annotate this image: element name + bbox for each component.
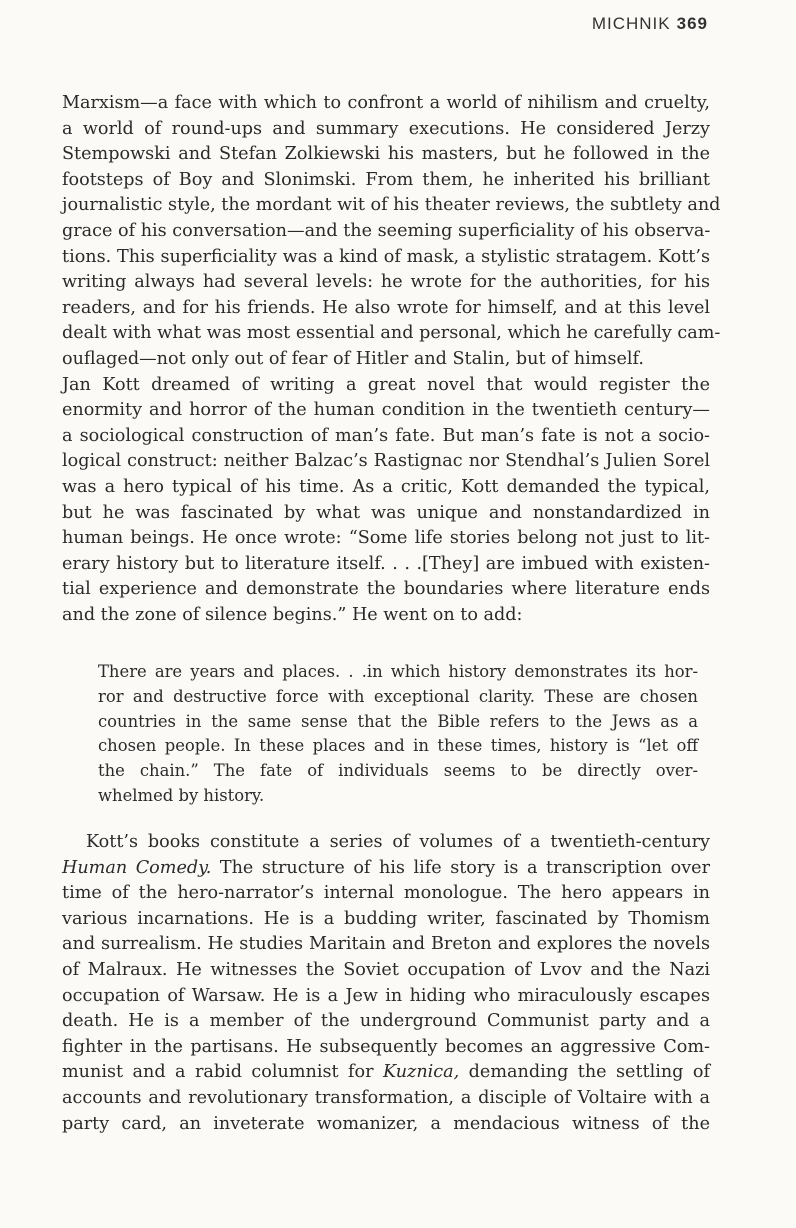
quote-line: the chain.” The fate of individuals seems to be directly over- [98,761,698,781]
text-line: death. He is a member of the underground Communist party and a [62,1011,710,1032]
text-line: accounts and revolutionary transformation, a disciple of Voltaire with a [62,1087,710,1108]
text-line: tial experience and demonstrate the boundaries where literature ends [62,579,710,600]
text-line: enormity and horror of the human condition in the twentieth century— [62,400,710,421]
text-line: Marxism—a face with which to confront a world of nihilism and cruelty, [62,93,710,113]
paragraph-1 [62,91,721,628]
text-line: readers, and for his friends. He also wrote for himself, and at this level [62,297,710,318]
text-line: tions. This superficiality was a kind of mask, a stylistic stratagem. Kott’s [62,246,710,267]
book-title-italic: Human Comedy. [62,857,212,878]
text-line: fighter in the partisans. He subsequently becomes an aggressive Com- [62,1036,710,1057]
text-line: ouflaged—not only out of fear of Hitler and Stalin, but of himself. [62,348,645,369]
quote-line: whelmed by history. [98,785,265,805]
text-line: Stempowski and Stefan Zolkiewski his masters, but he followed in the [62,144,710,165]
text-fragment: munist and a rabid columnist for [62,1062,383,1083]
page-number: 369 [676,14,708,33]
text-line: human beings. He once wrote: “Some life stories belong not just to lit- [62,528,710,549]
quote-line: ror and destructive force with exceptional clarity. These are chosen [98,686,698,706]
text-line: logical construct: neither Balzac’s Rastignac nor Stendhal’s Julien Sorel [62,451,710,472]
text-line: journalistic style, the mordant wit of his theater reviews, the subtlety and [62,195,721,216]
text-line: dealt with what was most essential and personal, which he carefully cam- [62,323,721,344]
text-line: was a hero typical of his time. As a critic, Kott demanded the typical, [62,476,710,497]
text-line: occupation of Warsaw. He is a Jew in hiding who miraculously escapes [62,985,710,1006]
text-line [62,1060,710,1086]
text-line: writing always had several levels: he wrote for the authorities, for his [62,272,710,293]
text-line: Kott’s books constitute a series of volumes of a twentieth-century [86,832,710,852]
text-fragment: The structure of his life story is a transcription over [211,857,710,878]
text-line: of Malraux. He witnesses the Soviet occupation of Lvov and the Nazi [62,959,710,980]
quote-line: chosen people. In these places and in these times, history is “let off [98,736,698,756]
text-line: time of the hero-narrator’s internal monologue. The hero appears in [62,883,710,904]
block-quote [98,660,698,809]
text-line: party card, an inveterate womanizer, a mendacious witness of the [62,1113,710,1134]
text-line: but he was fascinated by what was unique and nonstandardized in [62,502,710,523]
journal-title-italic: Kuznica, [382,1062,460,1083]
text-line [62,856,710,882]
text-line: grace of his conversation—and the seeming superficiality of his observa- [62,220,711,241]
running-head [592,14,708,34]
paragraph-3 [62,830,710,1137]
text-line: a sociological construction of man’s fate. But man’s fate is not a socio- [62,425,710,446]
text-line: various incarnations. He is a budding writer, fascinated by Thomism [62,908,710,929]
paragraph-2 [62,373,710,629]
quote-line: countries in the same sense that the Bible refers to the Jews as a [98,711,698,731]
quote-line: There are years and places. . .in which history demonstrates its hor- [98,662,698,681]
text-line: and the zone of silence begins.” He went on to add: [62,604,523,625]
text-fragment: demanding the settling of [459,1062,710,1083]
text-line: footsteps of Boy and Slonimski. From them, he inherited his brilliant [62,169,710,190]
text-line: Jan Kott dreamed of writing a great novel that would register the [62,374,710,395]
text-line: erary history but to literature itself. . . .[They] are imbued with existen- [62,553,710,574]
running-title: MICHNIK [591,14,671,33]
text-line: and surrealism. He studies Maritain and Breton and explores the novels [62,934,710,955]
text-line: a world of round-ups and summary executions. He considered Jerzy [62,118,710,139]
